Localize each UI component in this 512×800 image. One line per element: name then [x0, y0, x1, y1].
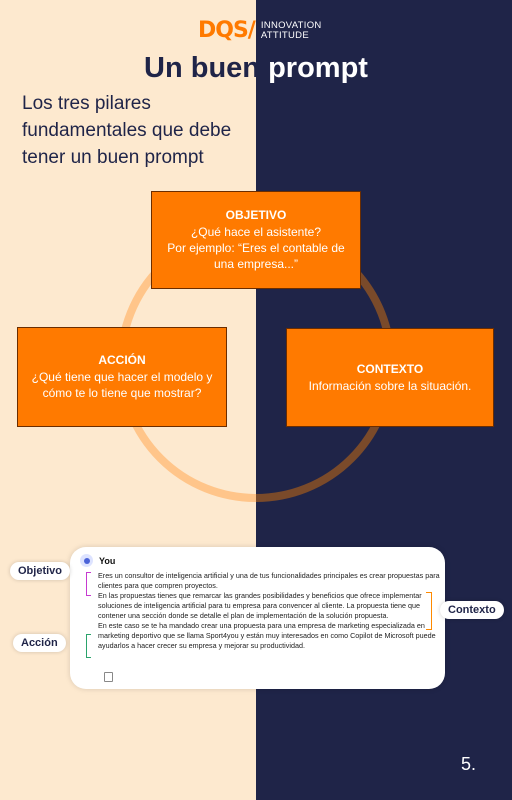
pillar-contexto: [286, 328, 494, 427]
chat-paragraph-contexto: En las propuestas tienes que remarcar las grandes posibilidades y beneficios que ofrece implementar soluciones de inteligencia artificial para tu empresa para convencer al cliente. La propuesta tiene que contener una sección donde se detalle el plan de implementación de la solución propuesta.: [98, 591, 422, 620]
pillar-contexto-text: Información sobre la situación.: [308, 378, 472, 393]
pillar-objetivo-text: ¿Qué hace el asistente? Por ejemplo: “Eres el contable de una empresa...”: [167, 225, 345, 271]
chat-message-card: [70, 547, 445, 689]
user-avatar-icon: [80, 554, 93, 567]
chat-message-body: [98, 571, 440, 651]
pillar-accion-text: ¿Qué tiene que hacer el modelo y cómo te lo tiene que mostrar?: [31, 370, 213, 400]
pillar-objetivo: [151, 191, 361, 289]
logo-line-2: ATTITUDE: [260, 29, 309, 41]
logo-line-1: INNOVATION: [260, 19, 322, 31]
copy-icon[interactable]: [104, 672, 113, 682]
pillar-accion-title: ACCIÓN: [98, 353, 146, 367]
title-part-1: Un buen: [144, 52, 261, 84]
subtitle: Los tres pilares fundamentales que debe tener un buen prompt: [22, 93, 232, 168]
chat-user: [80, 554, 115, 567]
bracket-objetivo: [86, 572, 91, 596]
title-part-2: prompt: [268, 52, 368, 84]
chat-paragraph-accion: En este caso se te ha mandado crear una propuesta para una empresa de marketing especializada en marketing deportivo que se llama Sport4you y están muy interesados en como Copilot de Microsoft puede ayudarlos a hacer crecer su empresa y mejorar su productividad.: [98, 621, 436, 650]
tag-objetivo: Objetivo: [10, 562, 70, 580]
chat-paragraph-objetivo: Eres un consultor de inteligencia artificial y una de tus funcionalidades principales es crear propuestas para clientes para que compren proyectos.: [98, 571, 440, 590]
pillar-accion: [17, 327, 227, 427]
pillar-contexto-title: CONTEXTO: [356, 361, 424, 376]
page-number: 5.: [461, 754, 477, 774]
logo-mark: DQS/: [198, 18, 255, 43]
chat-user-name: You: [99, 555, 116, 566]
tag-contexto: Contexto: [440, 601, 504, 619]
bracket-contexto: [426, 592, 432, 630]
tag-accion: Acción: [13, 634, 66, 652]
pillar-objetivo-title: OBJETIVO: [225, 208, 287, 222]
bracket-accion: [86, 634, 91, 658]
